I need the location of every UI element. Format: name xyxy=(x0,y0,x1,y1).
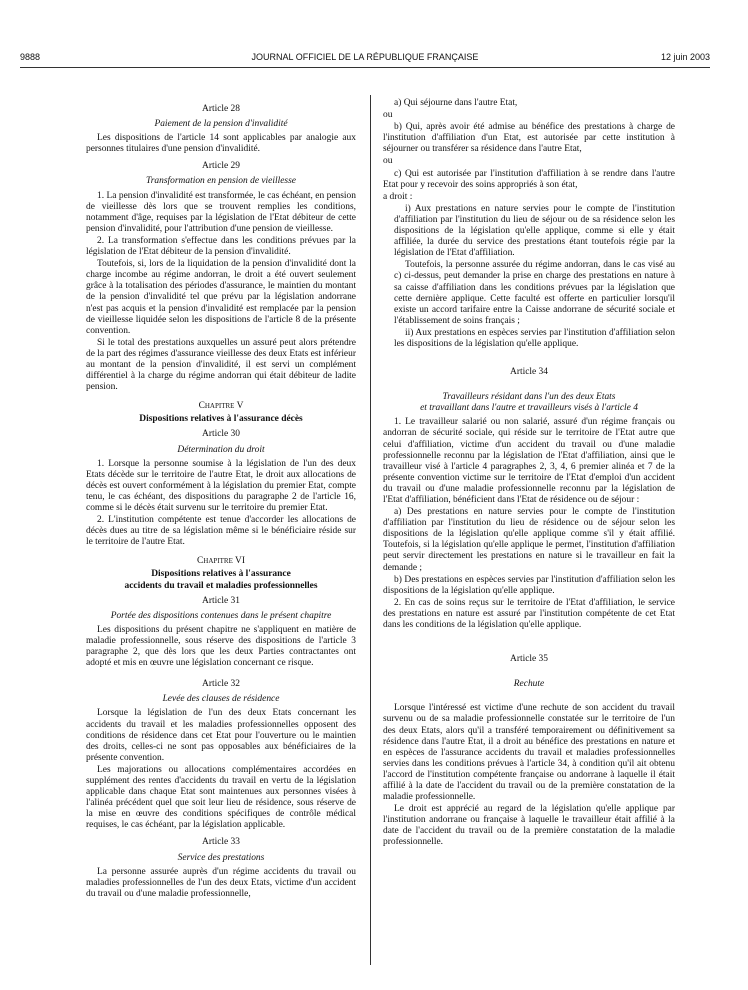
article-heading: Article 34 xyxy=(510,367,548,378)
paragraph: 2. L'institution compétente est tenue d'accorder les allocations de décès dues au titre de sa législation même si le bénéficiaire réside sur le territoire de l'autre Etat. xyxy=(86,515,356,548)
article-title: Rechute xyxy=(513,679,545,690)
article-title: Levée des clauses de résidence xyxy=(162,694,280,705)
paragraph: 2. La transformation s'effectue dans les conditions prévues par la législation de l'Etat débiteur de la pension d'invalidité. xyxy=(86,235,356,258)
paragraph: Lorsque l'intéressé est victime d'une rechute de son accident du travail survenu ou de sa maladie professionnelle constatée sur le territoire de l'un des deux Etats, alors qu'il a transféré temporairement ou définitivement sa résidence dans l'autre Etat, il a droit au bénéfice des prestations en nature et en espèces de l'assurance accidents du travail et maladies professionnelles servies dans les conditions prévues à l'article 34, à condition qu'il ait obtenu l'accord de l'institution compétente française ou andorrane à laquelle il était affilié à la date de l'accident du travail ou de la première constatation de la maladie professionnelle. xyxy=(383,703,675,803)
paragraph: ou xyxy=(383,156,393,167)
paragraph: Les dispositions du présent chapitre ne s'appliquent en matière de maladie professionnelle, sous réserve des dispositions de l'article 3 paragraphe 2, que dès lors que les deux Parties contractantes ont adopté et mis en œuvre une législation concernant ce risque. xyxy=(86,624,356,669)
chapter-heading: Chapitre V xyxy=(198,401,244,412)
paragraph: Le droit est apprécié au regard de la législation qu'elle applique par l'institution andorrane ou française à laquelle le travailleur était affilié à la date de l'accident du travail ou de la première constatation de la maladie professionnelle. xyxy=(383,804,675,848)
paragraph: a droit : xyxy=(383,191,413,202)
article-title: Travailleurs résidant dans l'un des deux Etats xyxy=(442,392,616,403)
paragraph: Les majorations ou allocations complémentaires accordées en supplément des rentes d'accidents du travail en vertu de la législation applicable dans chaque Etat sont maintenues aux personnes visées à l'alinéa précédent quel que soit leur lieu de résidence, sous réserve de la mise en œuvre des conditions spécifiques de contrôle médical requises, le cas échéant, par la législation applicable. xyxy=(86,764,356,831)
article-title: Service des prestations xyxy=(177,852,265,863)
article-heading: Article 32 xyxy=(202,679,240,690)
paragraph: Toutefois, si, lors de la liquidation de la pension d'invalidité dont la charge incombe au régime andorran, le droit a été ouvert seulement grâce à la totalisation des périodes d'assurance, le maintien du montant de la pension d'invalidité tel que prévu par la législation andorrane n'est pas acquis et la pension d'invalidité est remplacée par la pension de vieillesse liquidée selon les dispositions de l'article 8 de la présente convention. xyxy=(86,259,356,336)
article-heading: Article 31 xyxy=(202,595,240,606)
paragraph: La personne assurée auprès d'un régime accidents du travail ou maladies professionnelles de l'un des deux Etats, victime d'un accident du travail ou d'une maladie professionnelle, xyxy=(86,866,356,899)
header-rule xyxy=(20,67,710,68)
paragraph: Si le total des prestations auxquelles un assuré peut alors prétendre de la part des régimes d'assurance vieillesse des deux Etats est inférieur au montant de la pension d'invalidité, il est servi un complément différentiel à la charge du régime andorran qui était débiteur de ladite pension. xyxy=(86,337,356,393)
chapter-title: Dispositions relatives à l'assurance décès xyxy=(139,414,303,425)
article-title: et travaillant dans l'autre et travailleurs visés à l'article 4 xyxy=(420,403,638,414)
right-column xyxy=(383,98,675,850)
article-title: Paiement de la pension d'invalidité xyxy=(154,119,288,130)
article-title: Détermination du droit xyxy=(177,444,265,455)
page-number: 9888 xyxy=(20,52,41,62)
paragraph: b) Des prestations en espèces servies par l'institution d'affiliation selon les dispositions de la législation qu'elle applique. xyxy=(383,574,675,596)
article-heading: Article 35 xyxy=(510,654,548,665)
page-header xyxy=(20,52,710,66)
chapter-title: Dispositions relatives à l'assurance xyxy=(151,569,291,580)
left-column xyxy=(86,98,356,901)
article-heading: Article 30 xyxy=(202,429,240,440)
journal-title: JOURNAL OFFICIEL DE LA RÉPUBLIQUE FRANÇAISE xyxy=(251,52,479,62)
article-heading: Article 28 xyxy=(202,104,240,114)
article-title: Transformation en pension de vieillesse xyxy=(146,176,296,187)
chapter-heading: Chapitre VI xyxy=(197,556,245,567)
paragraph: c) Qui est autorisée par l'institution d'affiliation à se rendre dans l'autre Etat pour y recevoir des soins appropriés à son état, xyxy=(383,168,675,190)
paragraph: ii) Aux prestations en espèces servies par l'institution d'affiliation selon les dispositions de la législation qu'elle applique. xyxy=(394,327,675,349)
publication-date: 12 juin 2003 xyxy=(660,52,710,62)
chapter-title: accidents du travail et maladies professionnelles xyxy=(124,580,318,591)
paragraph: 2. En cas de soins reçus sur le territoire de l'Etat d'affiliation, le service des prestations en nature est assuré par l'institution compétente de cet Etat dans les conditions de la législation qu'elle applique. xyxy=(383,597,675,631)
article-heading: Article 33 xyxy=(202,837,240,848)
paragraph: i) Aux prestations en nature servies pour le compte de l'institution d'affiliation par l'institution du lieu de séjour ou de sa résidence selon les dispositions de la législation qu'elle applique, comme si elle y était affiliée, la durée du service des prestations étant toutefois régie par la législation de l'Etat d'affiliation. xyxy=(394,203,675,259)
paragraph: a) Qui séjourne dans l'autre Etat, xyxy=(394,98,518,108)
article-title: Portée des dispositions contenues dans le présent chapitre xyxy=(110,610,332,621)
paragraph: b) Qui, après avoir été admise au bénéfice des prestations à charge de l'institution d'affiliation d'un Etat, est autorisée par cette institution à séjourner ou transférer sa résidence dans l'autre Etat, xyxy=(383,122,675,155)
paragraph: ou xyxy=(383,110,393,121)
paragraph: 1. Le travailleur salarié ou non salarié, assuré d'un régime français ou andorran de sécurité sociale, qui réside sur le territoire de l'Etat autre que celui d'affiliation, victime d'un accident du travail ou d'une maladie professionnelle reconnu par la législation de l'Etat d'affiliation, ainsi que le travailleur visé à l'article 4 paragraphes 2, 3, 4, 6 premier alinéa et 7 de la présente convention victime sur le territoire de l'Etat d'emploi d'un accident du travail ou d'une maladie professionnelle reconnu par la législation de l'Etat d'affiliation, bénéficient dans l'Etat de résidence ou de séjour : xyxy=(383,417,675,505)
article-heading: Article 29 xyxy=(202,161,240,172)
paragraph: 1. La pension d'invalidité est transformée, le cas échéant, en pension de vieillesse dès lors que se trouvent remplies les conditions, notamment d'âge, requises par la législation de l'Etat débiteur de cette pension d'invalidité, pour l'attribution d'une pension de vieillesse. xyxy=(86,190,356,234)
paragraph: Toutefois, la personne assurée du régime andorran, dans le cas visé au c) ci-dessus, peut demander la prise en charge des prestations en nature à sa caisse d'affiliation dans les conditions prévues par la législation que cette dernière applique. Cette faculté est offerte en particulier lorsqu'il existe un accord tarifaire entre la Caisse andorrane de sécurité sociale et l'établissement de soins français ; xyxy=(394,260,675,326)
column-separator xyxy=(370,95,371,965)
paragraph: Lorsque la législation de l'un des deux Etats concernant les accidents du travail et les maladies professionnelles opposent des conditions de résidence dans cet Etat pour l'ouverture ou le maintien des droits, celles-ci ne sont pas opposables aux bénéficiaires de la présente convention. xyxy=(86,708,356,763)
paragraph: 1. Lorsque la personne soumise à la législation de l'un des deux Etats décède sur le territoire de l'autre Etat, le droit aux allocations de décès est ouvert conformément à la législation du premier Etat, compte tenu, le cas échéant, des dispositions du paragraphe 2 de l'article 16, comme si le décès était survenu sur le territoire du premier Etat. xyxy=(86,458,356,513)
paragraph: Les dispositions de l'article 14 sont applicables par analogie aux personnes titulaires d'une pension d'invalidité. xyxy=(86,133,356,155)
paragraph: a) Des prestations en nature servies pour le compte de l'institution d'affiliation par l'institution du lieu de résidence ou de séjour selon les dispositions de la législation qu'elle applique comme s'il y était affilié. Toutefois, si la législation qu'elle applique le permet, l'institution d'affiliation peut servir directement les prestations en nature si le travailleur en fait la demande ; xyxy=(383,507,675,573)
